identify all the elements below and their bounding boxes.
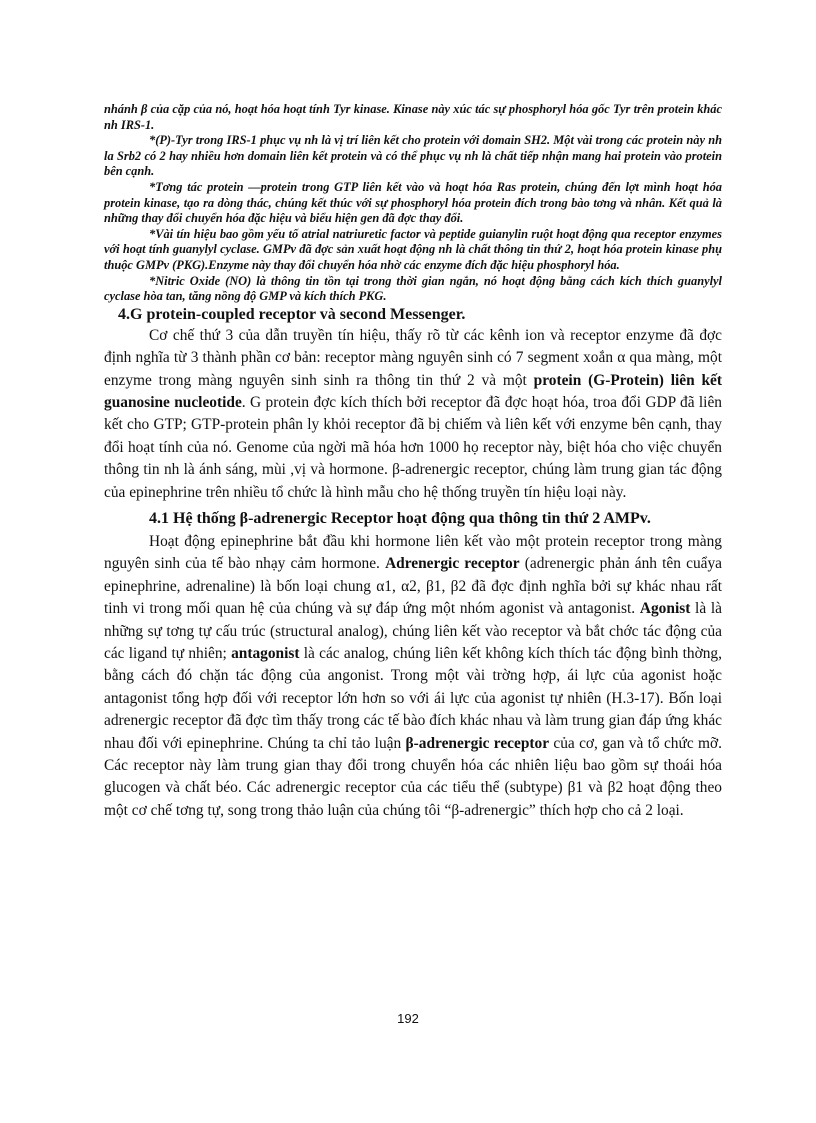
p2-keyword-adrenergic-receptor: Adrenergic receptor [385, 555, 520, 573]
italic-paragraph-2: *(P)-Tyr trong IRS-1 phục vụ nh là vị trí liên kết cho protein với domain SH2. Một vài trong các protein này nh la Srb2 có 2 hay nhiều hơn domain liên kết protein và có thể phục vụ nh là chất tiếp nhận mang hai protein vào protein bên cạnh. [104, 133, 722, 179]
p1-text-c: . G protein đợc kích thích bởi receptor đã đợc hoạt hóa, troa đổi GDP đã liên kết cho GTP; GTP-protein phân ly khỏi receptor đã bị chiếm và liên kết với enzyme bên cạnh, thay đổi hoạt tính của nó. Genome của ngời mã hóa hơn 1000 họ receptor này, biệt hóa cho việc chuyển thông tin nh là ánh sáng, mùi ,vị và hormone. β-adrenergic receptor, chúng làm trung gian tác động của epinephrine trên nhiều tổ chức là hình mẫu cho hệ thống truyền tín hiệu loại này. [104, 393, 722, 501]
section-heading-4: 4.G protein-coupled receptor và second Messenger. [118, 305, 466, 323]
body-paragraph-1 [104, 325, 722, 504]
p2-keyword-agonist: Agonist [639, 600, 691, 618]
p2-keyword-beta-adrenergic: β-adrenergic receptor [405, 734, 550, 752]
italic-paragraph-3: *Tơng tác protein —protein trong GTP liên kết vào và hoạt hóa Ras protein, chúng đến lợt mình hoạt hóa protein kinase, tạo ra dòng thác, chúng kết thúc với sự phosphoryl hóa protein đích trong bào tơng và nhân. Kết quả là những thay đổi chuyển hóa đặc hiệu và biểu hiện gen đã đợc thay đổi. [104, 179, 722, 226]
p2-keyword-antagonist: antagonist [231, 645, 300, 662]
p1-keyword-gprotein: protein (G-Protein) liên kết guanosine nucleotide [104, 371, 723, 411]
p2-text-a: Hoạt động epinephrine bắt đầu khi hormone liên kết vào một protein receptor trong màng nguyên sinh của tế bào nhạy cảm hormone. [104, 532, 722, 573]
p2-text-c: (adrenergic phản ánh tên cuẩya epinephrine, adrenaline) là bốn loại chung α1, α2, β1, β2 đã đợc định nghĩa bởi sự khác nhau rất tinh vi trong mối quan hệ của chúng và sự đáp ứng một nhóm agonist và antagonist. [104, 555, 722, 618]
section-heading-4-1: 4.1 Hệ thống β-adrenergic Receptor hoạt động qua thông tin thứ 2 AMPv. [149, 509, 651, 527]
page-content [104, 102, 722, 822]
italic-paragraph-1: nhánh β của cặp của nó, hoạt hóa hoạt tính Tyr kinase. Kinase này xúc tác sự phosphoryl hóa gốc Tyr trên protein khác nh IRS-1. [104, 102, 722, 132]
p2-text-i: của cơ, gan và tổ chức mỡ. Các receptor này làm trung gian thay đổi trong chuyển hóa các nhiên liệu bao gồm sự thoái hóa glucogen và chất béo. Các adrenergic receptor của các tiểu thể (subtype) β1 và β2 hoạt động theo một cơ chế tơng tự, song trong thảo luận của chúng tôi “β-adrenergic” thích hợp cho cả 2 loại. [104, 734, 722, 819]
p2-text-e: là là những sự tơng tự cấu trúc (structural analog), chúng liên kết vào receptor và bắt chớc tác động của các ligand tự nhiên; [104, 600, 722, 662]
p1-text-a: Cơ chế thứ 3 của dẫn truyền tín hiệu, thấy rõ từ các kênh ion và receptor enzyme đã đợc định nghĩa từ 3 thành phần cơ bản: receptor màng nguyên sinh có 7 segment xoắn α qua màng, một enzyme trong màng nguyên sinh sinh ra thông tin thứ 2 và một [104, 326, 722, 389]
italic-paragraph-5: *Nitric Oxide (NO) là thông tin tồn tại trong thời gian ngắn, nó hoạt động bằng cách kích thích guanylyl cyclase hòa tan, tăng nồng độ GMP và kích thích PKG. [104, 273, 722, 304]
page-number: 192 [397, 1011, 419, 1026]
italic-paragraph-4: *Vài tín hiệu bao gồm yếu tố atrial natriuretic factor và peptide guianylin ruột hoạt động qua receptor enzymes với hoạt tính guanylyl cyclase. GMPv đã đợc sản xuất hoạt động nh là chất thông tin thứ 2, hoạt hóa protein kinase phụ thuộc GMPv (PKG).Enzyme này thay đổi chuyển hóa nhờ các enzyme đích đặc hiệu phosphoryl hóa. [104, 226, 722, 272]
p2-text-g: là các analog, chúng liên kết không kích thích tác động bình thờng, bằng cách đó chặn tác động của angonist. Trong một vài trờng hợp, ái lực của agonist hoặc antagonist tổng hợp đối với receptor lớn hơn so với ái lực của agonist tự nhiên (H.3-17). Bốn loại adrenergic receptor đã đợc tìm thấy trong các tế bào đích khác nhau và làm trung gian đáp ứng khác nhau đối với epinephrine. Chúng ta chỉ tảo luận [104, 645, 722, 752]
body-paragraph-2 [104, 531, 722, 822]
